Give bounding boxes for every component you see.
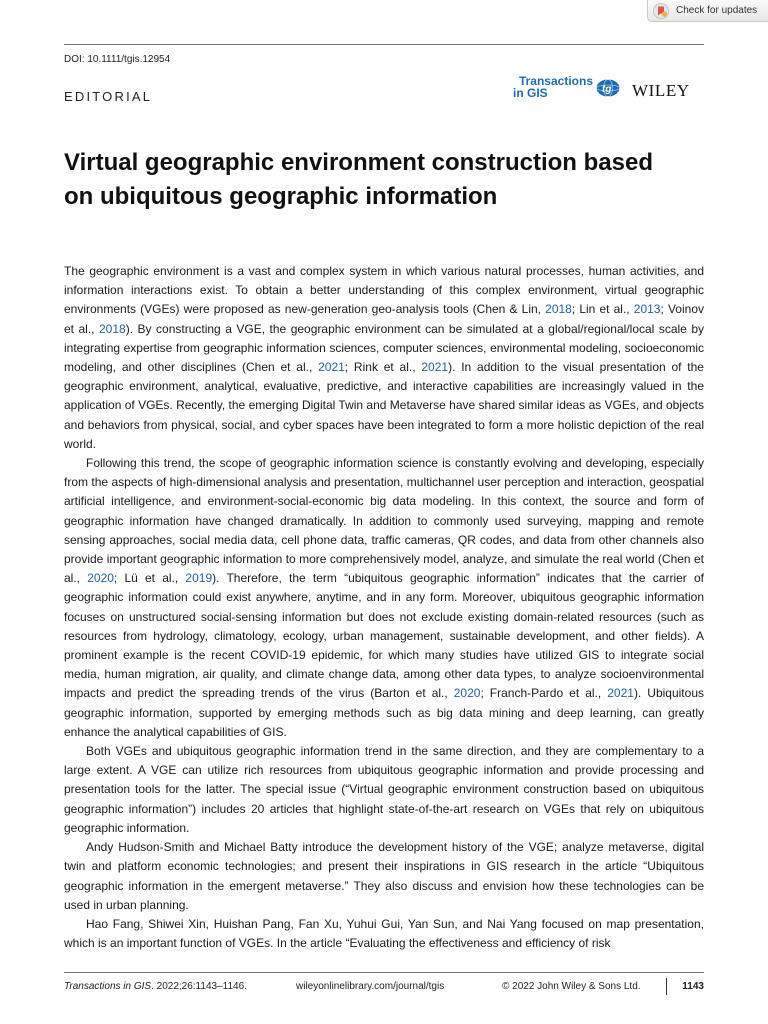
page-number: 1143 bbox=[682, 981, 704, 992]
citation-link[interactable]: 2018 bbox=[545, 302, 572, 317]
svg-text:tg: tg bbox=[602, 84, 612, 95]
journal-name-line2: in GIS bbox=[513, 86, 548, 100]
footer-journal-name: Transactions in GIS bbox=[64, 981, 152, 992]
check-for-updates-label: Check for updates bbox=[676, 5, 758, 16]
citation-link[interactable]: 2018 bbox=[99, 321, 126, 336]
paragraph-text: ; Lü et al., bbox=[113, 571, 186, 586]
citation-link[interactable]: 2021 bbox=[421, 360, 449, 375]
journal-logo[interactable] bbox=[488, 74, 593, 102]
publisher-logo[interactable]: WILEY bbox=[632, 81, 690, 100]
body-paragraph bbox=[64, 915, 704, 953]
paragraph-text: Following this trend, the scope of geographic information science is constantly evolving and developing, especially from the aspects of high-dimensional analysis and presentation, multichannel user perception and interaction, geospatial artificial intelligence, and environment-social-economic big data modeling. In this context, the source and form of geographic information have changed dramatically. In addition to commonly used surveying, mapping and remote sensing approaches, social media data, cell phone data, traffic cameras, QR codes, and data from other channels also provide important geographic information to more comprehensively model, analyze, and simulate the real world (Chen et al., bbox=[64, 456, 704, 586]
page-footer bbox=[64, 981, 704, 995]
paragraph-text: Andy Hudson-Smith and Michael Batty introduce the development history of the VGE; analyze metaverse, digital twin and platform economic technologies; and present their inspirations in GIS research in the article “Ubiquitous geographic information in the emergent metaverse.” They also discuss and envision how these technologies can be used in urban planning. bbox=[64, 840, 704, 912]
body-paragraph bbox=[64, 838, 704, 915]
header-rule bbox=[64, 44, 704, 45]
citation-link[interactable]: 2021 bbox=[607, 686, 634, 701]
body-paragraph bbox=[64, 454, 704, 742]
paragraph-text: ; Voinov et al., bbox=[64, 302, 704, 336]
paragraph-text: ; Rink et al., bbox=[344, 360, 422, 375]
check-for-updates-button[interactable] bbox=[647, 0, 768, 22]
footer-citation bbox=[64, 981, 247, 992]
paragraph-text: ; Franch-Pardo et al., bbox=[480, 686, 608, 701]
article-type-label: EDITORIAL bbox=[64, 89, 153, 104]
paragraph-text: ). Therefore, the term “ubiquitous geographic information” indicates that the carrier of geographic information could exist anywhere, anytime, and in any form. Moreover, ubiquitous geographic information focuses on unstructured social-sensing information but does not exclude existing domain-related resources (such as resources from hydrology, climatology, ecology, urban management, sustainable development, and other fields). A prominent example is the recent COVID-19 epidemic, for which many studies have utilized GIS to integrate social media, human migration, air quality, and climate change data, among other data types, to analyze socioenvironmental impacts and predict the spreading trends of the virus (Barton et al., bbox=[64, 571, 704, 701]
journal-name-line1: Transactions bbox=[518, 74, 593, 88]
journal-globe-icon bbox=[596, 79, 620, 97]
paragraph-text: ). Ubiquitous geographic information, supported by emerging methods such as big data mining and deep learning, can greatly enhance the analytical capabilities of GIS. bbox=[64, 686, 704, 739]
article-title: Virtual geographic environment construction based on ubiquitous geographic information bbox=[64, 149, 653, 210]
citation-link[interactable]: 2021 bbox=[318, 360, 345, 375]
article-body bbox=[64, 262, 704, 953]
body-paragraph bbox=[64, 262, 704, 454]
check-for-updates-icon bbox=[653, 3, 669, 19]
paragraph-text: The geographic environment is a vast and complex system in which various natural processes, human activities, and information interactions exist. To obtain a better understanding of this complex environment, virtual geographic environments (VGEs) were proposed as new-generation geo-analysis tools (Chen & Lin, bbox=[64, 264, 704, 317]
footer-copyright: © 2022 John Wiley & Sons Ltd. bbox=[502, 981, 641, 992]
paragraph-text: ; Lin et al., bbox=[571, 302, 634, 317]
paragraph-text: Hao Fang, Shiwei Xin, Huishan Pang, Fan Xu, Yuhui Gui, Yan Sun, and Nai Yang focused on map presentation, which is an important function of VGEs. In the article “Evaluating the effectiveness and efficiency of risk bbox=[64, 916, 704, 951]
citation-link[interactable]: 2013 bbox=[633, 302, 661, 317]
citation-link[interactable]: 2020 bbox=[87, 571, 114, 586]
citation-link[interactable]: 2020 bbox=[453, 686, 481, 701]
paragraph-text: ). In addition to the visual presentation of the geographic environment, analytical, evaluative, predictive, and interactive capabilities are increasingly valued in the application of VGEs. Recently, the emerging Digital Twin and Metaverse have shared similar ideas as VGEs, and objects and behaviors from physical, social, and cyber spaces have been integrated to form a more holistic depiction of the real world. bbox=[64, 360, 704, 451]
footer-separator bbox=[666, 978, 667, 995]
doi[interactable]: DOI: 10.1111/tgis.12954 bbox=[64, 54, 171, 65]
footer-volume-pages: . 2022;26:1143–1146. bbox=[151, 981, 247, 992]
body-paragraph bbox=[64, 742, 704, 838]
citation-link[interactable]: 2019 bbox=[185, 571, 213, 586]
paragraph-text: Both VGEs and ubiquitous geographic information trend in the same direction, and they are complementary to a large extent. A VGE can utilize rich resources from ubiquitous geographic information and provide processing and presentation tools for the latter. The special issue (“Virtual geographic environment construction based on ubiquitous geographic information”) includes 20 articles that highlight state-of-the-art research on VGEs that rely on ubiquitous geographic information. bbox=[64, 744, 704, 835]
paragraph-text: ). By constructing a VGE, the geographic environment can be simulated at a global/regional/local scale by integrating expertise from geographic information sciences, computer sciences, environmental modeling, socioeconomic modeling, and other disciplines (Chen et al., bbox=[64, 321, 705, 375]
footer-journal-link[interactable]: wileyonlinelibrary.com/journal/tgis bbox=[296, 981, 445, 992]
footer-rule bbox=[64, 972, 704, 973]
